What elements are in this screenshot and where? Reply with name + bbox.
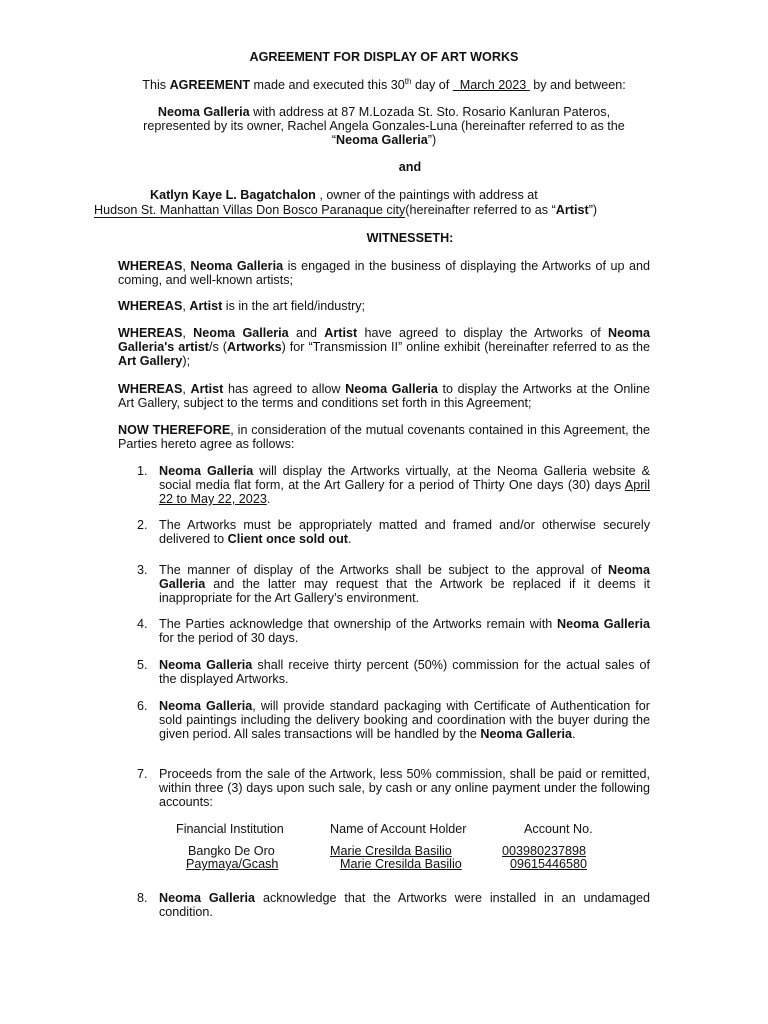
row1-account-no: 003980237898 xyxy=(502,844,587,858)
art-gallery-term: Art Gallery xyxy=(118,354,183,368)
party-name: Artist xyxy=(190,382,224,396)
sep: , xyxy=(182,326,194,340)
item-number: 4. xyxy=(137,617,148,631)
header-institution: Financial Institution xyxy=(176,822,284,836)
clause-text: , in consideration of the mutual covenants contained in this Agreement, the Parties hereto agree as follows: xyxy=(118,423,650,451)
item-body: , will provide standard packaging with Certificate of Authentication for sold paintings including the delivery booking and coordination with the buyer during the given period. All sales transactions will be handled by the xyxy=(159,699,650,741)
item-body: The Parties acknowledge that ownership of the Artworks remain with xyxy=(159,617,557,631)
party-name: Artist xyxy=(189,299,223,313)
item-end: for the period of 30 days. xyxy=(159,631,299,645)
first-party-address: with address at 87 M.Lozada St. Sto. Rosario Kanluran Pateros, xyxy=(249,105,611,119)
whereas-label: WHEREAS xyxy=(118,326,183,340)
header-account-holder: Name of Account Holder xyxy=(330,822,467,836)
clause-text: is in the art field/industry; xyxy=(222,299,366,313)
item-text xyxy=(159,464,650,506)
artist-name: Artist xyxy=(324,326,358,340)
clause-text-2: to display the Artworks at the Online Art Gallery, subject to the terms and conditions set forth in this Agreement; xyxy=(118,382,651,410)
second-party-ref-pre: (hereinafter referred to as “ xyxy=(405,203,556,217)
item-end: . xyxy=(266,492,271,506)
first-party-representative: represented by its owner, Rachel Angela Gonzales-Luna (hereinafter referred to as the xyxy=(143,119,625,133)
item-text xyxy=(159,518,650,546)
clause-text-3: ) for “Transmission II” online exhibit (hereinafter referred to as the xyxy=(281,340,650,354)
first-party-name: Neoma Galleria xyxy=(157,105,250,119)
second-party-line1 xyxy=(150,188,650,202)
gallery-name-2: Neoma Galleria xyxy=(480,727,573,741)
display-period: April 22 to May 22, 2023 xyxy=(159,478,650,506)
second-party-ref-post: ”) xyxy=(588,203,598,217)
item-text xyxy=(159,563,650,605)
first-party-ref xyxy=(100,133,668,147)
item-number: 1. xyxy=(137,464,148,478)
item-text xyxy=(159,891,650,919)
now-therefore-label: NOW THEREFORE xyxy=(118,423,231,437)
item-number: 2. xyxy=(137,518,148,532)
item-number: 5. xyxy=(137,658,148,672)
gallery-name: Neoma Galleria xyxy=(159,658,253,672)
item-body: shall receive thirty percent (50%) commission for the actual sales of the displayed Artworks. xyxy=(159,658,650,686)
delivery-target: Client once sold out xyxy=(227,532,348,546)
clause-text-2: /s ( xyxy=(209,340,227,354)
row2-institution: Paymaya/Gcash xyxy=(186,857,279,871)
row2-account-holder: Marie Cresilda Basilio xyxy=(340,857,462,871)
row1-institution: Bangko De Oro xyxy=(188,844,275,858)
item-number: 8. xyxy=(137,891,148,905)
party-name: Neoma Galleria xyxy=(190,259,284,273)
whereas-label: WHEREAS xyxy=(118,299,183,313)
clause-text: is engaged in the business of displaying the Artworks of up and coming, and well-known artists; xyxy=(118,259,651,287)
item-body: The Artworks must be appropriately matted and framed and/or otherwise securely delivered to xyxy=(159,518,650,546)
sep: , xyxy=(182,299,190,313)
sep: , xyxy=(182,382,191,396)
gallery-name: Neoma Galleria xyxy=(159,464,254,478)
whereas-clause-3 xyxy=(118,326,650,368)
now-therefore-clause xyxy=(118,423,650,451)
header-account-no: Account No. xyxy=(524,822,593,836)
first-party xyxy=(100,105,668,147)
item-text xyxy=(159,699,650,741)
intro-pre: This xyxy=(142,78,170,92)
whereas-clause-4 xyxy=(118,382,650,410)
row1-account-holder: Marie Cresilda Basilio xyxy=(330,844,452,858)
party-name: Neoma Galleria xyxy=(193,326,289,340)
second-party-name: Katlyn Kaye L. Bagatchalon xyxy=(150,188,316,202)
item-text: Proceeds from the sale of the Artwork, less 50% commission, shall be paid or remitted, within three (3) days upon such sale, by cash or any online payment under the following accounts: xyxy=(159,767,650,809)
row2-account-no: 09615446580 xyxy=(510,857,588,871)
item-end: . xyxy=(572,727,576,741)
second-party-ref: Artist xyxy=(555,203,589,217)
and-separator: and xyxy=(398,160,422,174)
q-close: ”) xyxy=(427,133,437,147)
item-number: 3. xyxy=(137,563,148,577)
clause-text: have agreed to display the Artworks of xyxy=(357,326,609,340)
item-number: 7. xyxy=(137,767,148,781)
second-party-address: Hudson St. Manhattan Villas Don Bosco Paranaque city xyxy=(94,203,406,217)
artworks-term: Artworks xyxy=(226,340,282,354)
item-body: will display the Artworks virtually, at the Neoma Galleria website & social media flat form, at the Art Gallery for a period of Thirty One days (30) days xyxy=(159,464,651,492)
intro-mid: made and executed this 30 xyxy=(250,78,405,92)
whereas-label: WHEREAS xyxy=(118,382,183,396)
and-text: and xyxy=(288,326,325,340)
item-end: and the latter may request that the Artwork be replaced if it deems it inappropriate for the Art Gallery’s environment. xyxy=(159,577,650,605)
item-number: 6. xyxy=(137,699,148,713)
first-party-ref-name: Neoma Galleria xyxy=(336,133,428,147)
second-party-desc: , owner of the paintings with address at xyxy=(315,188,538,202)
gallery-artist: Neoma Galleria's artist xyxy=(118,326,651,354)
intro-sup: th xyxy=(404,76,412,86)
item-end: . xyxy=(347,532,352,546)
item-body: The manner of display of the Artworks shall be subject to the approval of xyxy=(159,563,608,577)
item-body: acknowledge that the Artworks were installed in an undamaged condition. xyxy=(159,891,651,919)
gallery-name: Neoma Galleria xyxy=(159,563,650,591)
clause-text-4: ); xyxy=(182,354,191,368)
intro-mid2: day of xyxy=(411,78,453,92)
gallery-name: Neoma Galleria xyxy=(345,382,438,396)
sep: , xyxy=(182,259,191,273)
witnesseth-heading: WITNESSETH: xyxy=(366,231,454,245)
gallery-name: Neoma Galleria xyxy=(159,699,253,713)
q-open: “ xyxy=(331,133,337,147)
first-party-line1 xyxy=(100,105,668,119)
gallery-name: Neoma Galleria xyxy=(159,891,256,905)
document-title: AGREEMENT FOR DISPLAY OF ART WORKS xyxy=(249,50,519,64)
intro-date xyxy=(453,78,530,92)
intro-date-text: March 2023 xyxy=(459,78,527,92)
intro-post: by and between: xyxy=(529,78,626,92)
item-text xyxy=(159,658,650,686)
intro-agreement: AGREEMENT xyxy=(169,78,251,92)
whereas-clause-2 xyxy=(118,299,650,313)
second-party-line2 xyxy=(94,203,694,217)
clause-text: has agreed to allow xyxy=(223,382,346,396)
intro-line xyxy=(0,78,768,92)
item-text xyxy=(159,617,650,645)
whereas-label: WHEREAS xyxy=(118,259,183,273)
gallery-name: Neoma Galleria xyxy=(557,617,650,631)
whereas-clause-1 xyxy=(118,259,650,287)
